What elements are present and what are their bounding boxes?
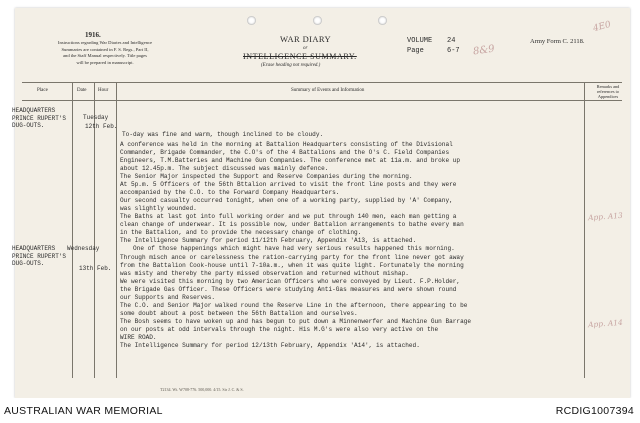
page-label: Page [407, 47, 424, 55]
summary-line: To-day was fine and warm, though inclined to be cloudy. [122, 131, 324, 138]
summary-line: Engineers, T.M.Batteries and Machine Gun Companies. The conference met at 11a.m. and broke up [120, 157, 461, 164]
punch-hole [247, 16, 256, 25]
col-remarks: Remarks and references to Appendices [596, 84, 620, 99]
column-rule [72, 82, 73, 378]
entry-day: Wednesday [67, 245, 100, 252]
entry-date: 12th Feb. [85, 123, 118, 130]
col-summary: Summary of Events and Information [291, 88, 365, 93]
summary-line: Commander, Brigade Commander, the C.O's of the 4 Battalions and the O's C. Field Companies [120, 149, 450, 156]
col-date: Date [77, 88, 87, 93]
entry-date: 13th Feb. [79, 265, 112, 272]
footer-bar [0, 398, 640, 423]
or-text: or [303, 46, 308, 51]
table-top-rule [22, 82, 622, 83]
summary-line: about 12.45p.m. The subject discussed was mainly defence. [120, 165, 329, 172]
summary-line: The C.O. and Senior Major walked round the Reserve Line in the afternoon, there appearing to be [120, 302, 468, 309]
summary-line: The Bosh seems to have woken up and has begun to put down a Minnenwerfer and Machine Gun Barrage [120, 318, 472, 325]
volume-value: 24 [447, 37, 456, 45]
summary-line: from the Battalion Cook-house until 7-10a.m., when it was quite light. Fortunately the morning [120, 262, 464, 269]
summary-line: in the Battalion, and to provide the necessary change of clothing. [120, 229, 362, 236]
instructions: Instructions regarding War Diaries and Intelligence Summaries are contained in F. S. Regs., Part II, and the Staff Manual respectively. Title pages will be prepared in manuscript. [57, 40, 153, 65]
summary-line: We were visited this morning by two American Officers who were conveyed by Lieut. F.P.Holder, [120, 278, 461, 285]
summary-line: The Intelligence Summary for period 11/12th February, Appendix 'A13, is attached. [120, 237, 417, 244]
col-hour: Hour [98, 88, 109, 93]
summary-line: was slightly wounded. [120, 205, 197, 212]
summary-line: One of those happenings which might have had very serious results happened this morning. [133, 245, 455, 252]
col-place: Place [37, 88, 48, 93]
print-line: T2134. Wt. W708-776. 500,000. 4/15. Sir J. C. & S. [160, 387, 244, 392]
year: 1916. [85, 31, 101, 39]
summary-line: The Baths at last got into full working order and we put through 140 men, each man getting a [120, 213, 457, 220]
summary-line: accompanied by the C.O. to the Forward Company Headquarters. [120, 189, 340, 196]
page-value: 6-7 [447, 47, 460, 55]
summary-line: on our posts at odd intervals through the night. His M.G's were also very active on the [120, 326, 439, 333]
record-reference: RCDIG1007394 [555, 405, 634, 417]
entry-place: HEADQUARTERS PRINCE RUPERT'S DUG-OUTS. [12, 245, 67, 267]
summary-line: was misty and thereby the party missed observation and returned without mishap. [120, 270, 409, 277]
summary-line: the Brigade Gas Officer. These Officers were studying Anti-Gas measures and were shown round [120, 286, 457, 293]
table-header-rule [22, 100, 622, 101]
intelligence-summary-heading: INTELLIGENCE SUMMARY. [243, 52, 357, 61]
remark-appendix: App. A14 [587, 317, 624, 330]
summary-line: A conference was held in the morning at Battalion Headquarters consisting of the Divisional [120, 141, 453, 148]
punch-hole [313, 16, 322, 25]
army-form: Army Form C. 2118. [530, 38, 585, 45]
punch-hole [378, 16, 387, 25]
summary-line: some doubt about a post between the 56th Battalion and ourselves. [120, 310, 358, 317]
summary-line: Through misch ance or carelessness the ration-carrying party for the front line never got away [120, 254, 464, 261]
page-mark: 8&9 [472, 43, 496, 58]
volume-label: VOLUME [407, 37, 433, 45]
remark-appendix: App. A13 [587, 210, 624, 223]
column-rule [584, 82, 585, 378]
entry-place: HEADQUARTERS PRINCE RUPERT'S DUG-OUTS. [12, 107, 67, 129]
summary-line: our Supports and Reserves. [120, 294, 216, 301]
summary-line: Our second casualty occurred tonight, when one of a working party, supplied by 'A' Company, [120, 197, 453, 204]
top-right-note: 4E0 [592, 19, 613, 35]
diary-page [12, 8, 630, 398]
summary-line: At 5p.m. 5 Officers of the 56th Bttalion arrived to visit the front line posts and they were [120, 181, 457, 188]
summary-line: The Senior Major inspected the Support and Reserve Companies during the morning. [120, 173, 413, 180]
summary-line: The Intelligence Summary for period 12/13th February, Appendix 'A14', is attached. [120, 342, 420, 349]
summary-line: clean change of underwear. It is possible now, under Battalion arrangements to bathe every man [120, 221, 464, 228]
erase-note: (Erase heading not required.) [261, 63, 321, 68]
summary-line: WIRE ROAD. [120, 334, 157, 341]
institution-label: AUSTRALIAN WAR MEMORIAL [4, 405, 163, 417]
diary-title: WAR DIARY [280, 34, 332, 44]
entry-day: Tuesday [83, 114, 109, 121]
